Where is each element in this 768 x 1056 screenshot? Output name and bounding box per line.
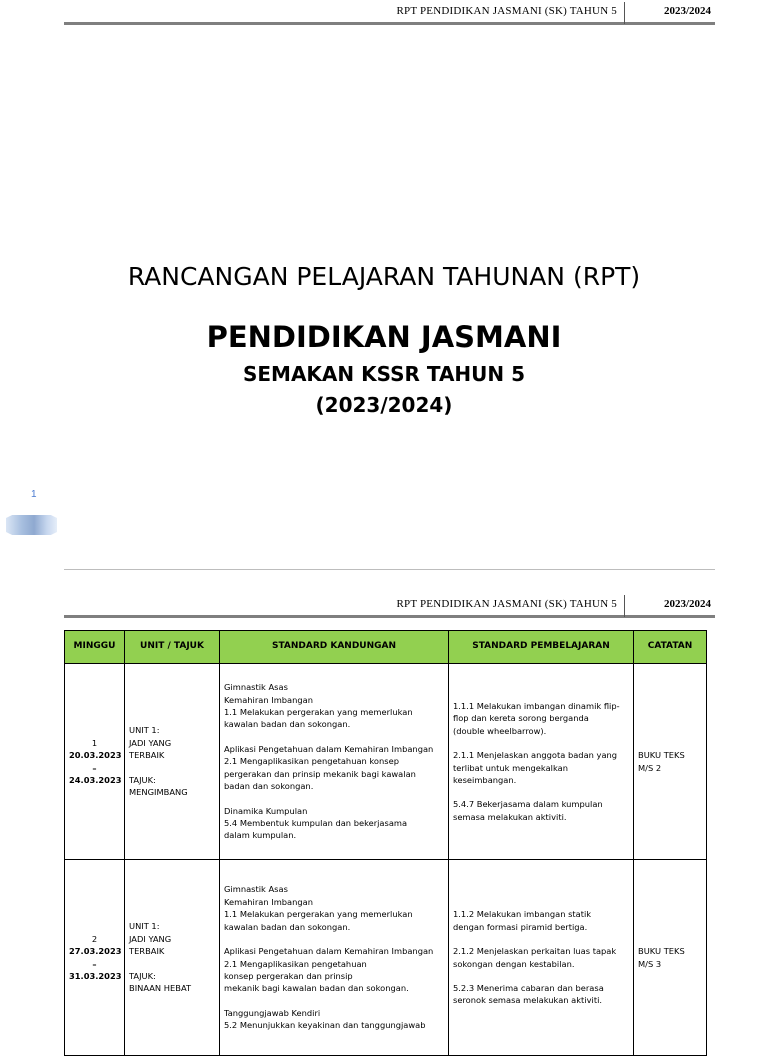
sk-line: kawalan badan dan sokongan. — [224, 921, 351, 932]
page-header — [64, 595, 715, 618]
week-date-dash: – — [92, 958, 97, 969]
sk-line: 2.1 Mengaplikasikan pengetahuan konsep — [224, 756, 399, 767]
page-number: 1 — [31, 489, 37, 500]
unit-line: TERBAIK — [129, 750, 165, 761]
spacer — [129, 762, 215, 774]
header-title: RPT PENDIDIKAN JASMANI (SK) TAHUN 5 — [396, 598, 617, 610]
sp-line: terlibat untuk mengekalkan — [453, 762, 568, 773]
header-divider — [624, 2, 625, 24]
tajuk-line: MENGIMBANG — [129, 787, 188, 798]
table-row — [65, 860, 707, 1056]
sk-line: 5.2 Menunjukkan keyakinan dan tanggungjawab — [224, 1020, 426, 1031]
rpt-table — [64, 630, 707, 1056]
catatan-cell — [634, 860, 707, 1056]
sp-line: 5.2.3 Menerima cabaran dan berasa — [453, 982, 604, 993]
unit-line: JADI YANG — [129, 933, 172, 944]
unit-line: UNIT 1: — [129, 921, 160, 932]
page-separator — [64, 569, 715, 570]
catatan-line: M/S 3 — [638, 958, 662, 969]
sp-line: 5.4.7 Bekerjasama dalam kumpulan — [453, 799, 603, 810]
week-number: 2 — [91, 933, 98, 944]
header-year: 2023/2024 — [663, 5, 711, 17]
sk-line: Kemahiran Imbangan — [224, 694, 314, 705]
header-divider — [624, 595, 625, 617]
tajuk-line: TAJUK: — [129, 970, 156, 981]
sk-line: Gimnastik Asas — [224, 884, 288, 895]
spacer — [129, 958, 215, 970]
cover-title-kssr: SEMAKAN KSSR TAHUN 5 — [242, 362, 526, 386]
sk-line: konsep pergerakan dan prinsip — [224, 970, 353, 981]
sk-line: Gimnastik Asas — [224, 682, 288, 693]
sp-line: keseimbangan. — [453, 774, 517, 785]
sk-line: 1.1 Melakukan pergerakan yang memerlukan — [224, 909, 413, 920]
sp-line: 2.1.2 Menjelaskan perkaitan luas tapak — [453, 946, 617, 957]
spacer — [453, 933, 629, 945]
week-cell — [65, 860, 125, 1056]
sp-line: semasa melakukan aktiviti. — [453, 811, 567, 822]
week-date-end: 31.03.2023 — [69, 970, 122, 981]
sk-line: mekanik bagi kawalan badan dan sokongan. — [224, 983, 409, 994]
catatan-line: BUKU TEKS — [638, 946, 685, 957]
sp-line: seronok semasa melakukan aktiviti. — [453, 995, 603, 1006]
spacer — [453, 737, 629, 749]
table-header-row — [65, 631, 707, 664]
col-header-unit: UNIT / TAJUK — [125, 631, 220, 664]
sk-line: badan dan sokongan. — [224, 781, 314, 792]
catatan-line: BUKU TEKS — [638, 750, 685, 761]
sk-line: 5.4 Membentuk kumpulan dan bekerjasama — [224, 818, 408, 829]
sp-line: (double wheelbarrow). — [453, 725, 547, 736]
week-number: 1 — [91, 737, 98, 748]
week-date-start: 20.03.2023 — [69, 750, 122, 761]
week-date-start: 27.03.2023 — [69, 946, 122, 957]
standard-kandungan-cell — [220, 664, 449, 860]
cover-title-rpt: RANCANGAN PELAJARAN TAHUNAN (RPT) — [127, 262, 641, 291]
standard-kandungan-cell — [220, 860, 449, 1056]
header-title: RPT PENDIDIKAN JASMANI (SK) TAHUN 5 — [396, 5, 617, 17]
catatan-cell — [634, 664, 707, 860]
unit-line: UNIT 1: — [129, 725, 160, 736]
spacer — [224, 793, 444, 805]
sp-line: dengan formasi piramid bertiga. — [453, 921, 588, 932]
spacer — [224, 933, 444, 945]
sp-line: 1.1.1 Melakukan imbangan dinamik flip- — [453, 700, 620, 711]
page-thumbnail-tab[interactable] — [6, 515, 57, 535]
sk-line: kawalan badan dan sokongan. — [224, 719, 351, 730]
table-row — [65, 664, 707, 860]
sk-line: Aplikasi Pengetahuan dalam Kemahiran Imbangan — [224, 743, 434, 754]
cover-title-year: (2023/2024) — [315, 393, 453, 417]
sp-line: 2.1.1 Menjelaskan anggota badan yang — [453, 750, 618, 761]
tajuk-line: TAJUK: — [129, 774, 156, 785]
week-date-dash: – — [92, 762, 97, 773]
standard-pembelajaran-cell — [449, 664, 634, 860]
sp-line: sokongan dengan kestabilan. — [453, 958, 575, 969]
col-header-minggu: MINGGU — [65, 631, 125, 664]
sp-line: 1.1.2 Melakukan imbangan statik — [453, 909, 592, 920]
unit-cell — [125, 860, 220, 1056]
sk-line: pergerakan dan prinsip mekanik bagi kawalan — [224, 768, 416, 779]
sp-line: flop dan kereta sorong berganda — [453, 713, 589, 724]
page-header — [64, 2, 715, 25]
cover-title-subject: PENDIDIKAN JASMANI — [206, 320, 562, 354]
week-date-end: 24.03.2023 — [69, 774, 122, 785]
sk-line: Tanggungjawab Kendiri — [224, 1007, 321, 1018]
header-year: 2023/2024 — [663, 598, 711, 610]
spacer — [453, 786, 629, 798]
sk-line: Dinamika Kumpulan — [224, 805, 308, 816]
sk-line: dalam kumpulan. — [224, 830, 297, 841]
unit-line: TERBAIK — [129, 946, 165, 957]
tajuk-line: BINAAN HEBAT — [129, 983, 192, 994]
unit-line: JADI YANG — [129, 737, 172, 748]
standard-pembelajaran-cell — [449, 860, 634, 1056]
sk-line: Aplikasi Pengetahuan dalam Kemahiran Imbangan — [224, 946, 434, 957]
unit-cell — [125, 664, 220, 860]
sk-line: 1.1 Melakukan pergerakan yang memerlukan — [224, 706, 413, 717]
spacer — [453, 970, 629, 982]
spacer — [224, 995, 444, 1007]
col-header-standard-kandungan: STANDARD KANDUNGAN — [220, 631, 449, 664]
catatan-line: M/S 2 — [638, 762, 662, 773]
sk-line: 2.1 Mengaplikasikan pengetahuan — [224, 958, 367, 969]
col-header-catatan: CATATAN — [634, 631, 707, 664]
spacer — [224, 731, 444, 743]
col-header-standard-pembelajaran: STANDARD PEMBELAJARAN — [449, 631, 634, 664]
week-cell — [65, 664, 125, 860]
sk-line: Kemahiran Imbangan — [224, 896, 314, 907]
